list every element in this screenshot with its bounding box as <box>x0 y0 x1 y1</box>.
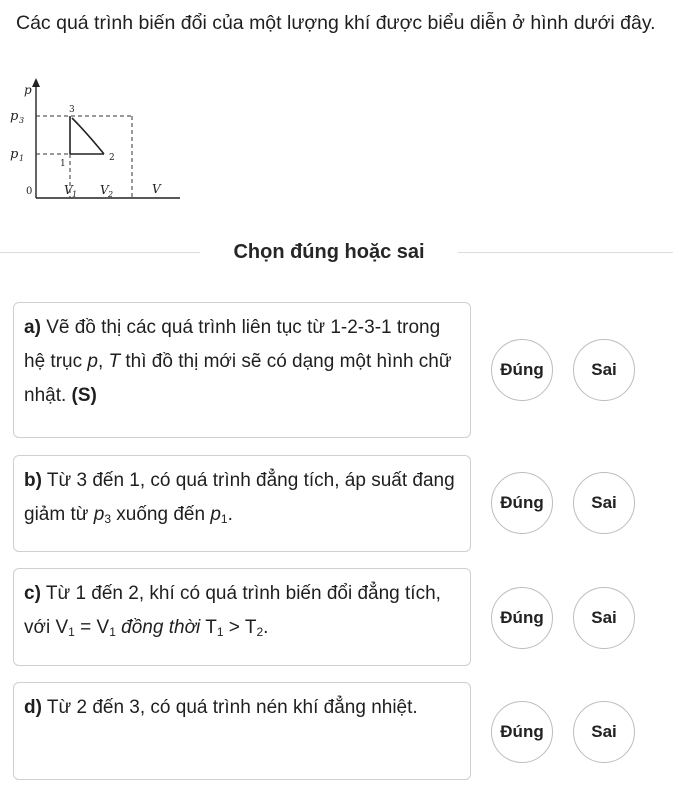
statement-a-true-button[interactable]: Đúng <box>491 339 553 401</box>
statement-c-text: Từ 1 đến 2, khí có quá trình biến đổi đẳng tích, với <box>24 583 441 638</box>
v2-label: V <box>100 183 109 197</box>
point-2-label: 2 <box>109 153 115 163</box>
statement-a-text: Vẽ đồ thị các quá trình liên tục từ 1-2-3-1 trong hệ trục <box>24 317 441 372</box>
p-axis-arrow <box>32 78 40 87</box>
statement-c-card: c) Từ 1 đến 2, khí có quá trình biến đổi đẳng tích, với V1 = V1 đồng thời T1 > T2. <box>13 568 471 666</box>
statement-b-label: b) <box>24 470 42 491</box>
statement-a-rest: thì đồ thị mới sẽ có dạng một hình chữ nhật. <box>24 351 452 406</box>
pv-graph <box>0 72 190 212</box>
p1-sub: 1 <box>19 154 25 163</box>
statement-c-false-button[interactable]: Sai <box>573 587 635 649</box>
statement-d-card <box>13 682 471 780</box>
v-axis-label: V <box>152 182 161 196</box>
origin-label: 0 <box>26 186 33 197</box>
statement-b-true-button[interactable]: Đúng <box>491 472 553 534</box>
statement-a-false-button[interactable]: Sai <box>573 339 635 401</box>
statement-d-label: d) <box>24 697 42 718</box>
v1-sub: 1 <box>72 190 78 199</box>
statement-d-text: Từ 2 đến 3, có quá trình nén khí đẳng nhiệt. <box>46 697 418 718</box>
statement-a-p: p <box>87 351 98 372</box>
statement-d-false-button[interactable]: Sai <box>573 701 635 763</box>
statement-c-true-button[interactable]: Đúng <box>491 587 553 649</box>
point-3-label: 3 <box>69 105 75 115</box>
statement-b-text: Từ 3 đến 1, có quá trình đẳng tích, áp suất đang giảm từ <box>24 470 455 525</box>
v2-sub: 2 <box>108 190 114 199</box>
p-axis-label: p <box>24 83 32 97</box>
question-text: Các quá trình biến đổi của một lượng khí được biểu diễn ở hình dưới đây. <box>16 12 656 34</box>
p3-sub: 3 <box>19 116 25 125</box>
point-1-label: 1 <box>60 159 66 169</box>
statement-a-label: a) <box>24 317 41 338</box>
p3-label: p <box>10 109 19 124</box>
v1-label: V <box>64 183 73 197</box>
section-title: Chọn đúng hoặc sai <box>233 241 425 263</box>
statement-c-label: c) <box>24 583 41 604</box>
statement-a-card: a) Vẽ đồ thị các quá trình liên tục từ 1-2-3-1 trong hệ trục p, T thì đồ thị mới sẽ có dạng một hình chữ nhật. (S) <box>13 302 471 438</box>
statement-a-t: T <box>108 351 121 372</box>
divider-right <box>458 252 673 253</box>
process-2-3 <box>72 118 104 154</box>
statement-b-card: b) Từ 3 đến 1, có quá trình đẳng tích, áp suất đang giảm từ p3 xuống đến p1. <box>13 455 471 552</box>
statement-a-tag: (S) <box>71 385 97 406</box>
statement-d-true-button[interactable]: Đúng <box>491 701 553 763</box>
statement-b-false-button[interactable]: Sai <box>573 472 635 534</box>
section-header <box>0 238 673 268</box>
divider-left <box>0 252 200 253</box>
p1-label: p <box>10 147 19 162</box>
